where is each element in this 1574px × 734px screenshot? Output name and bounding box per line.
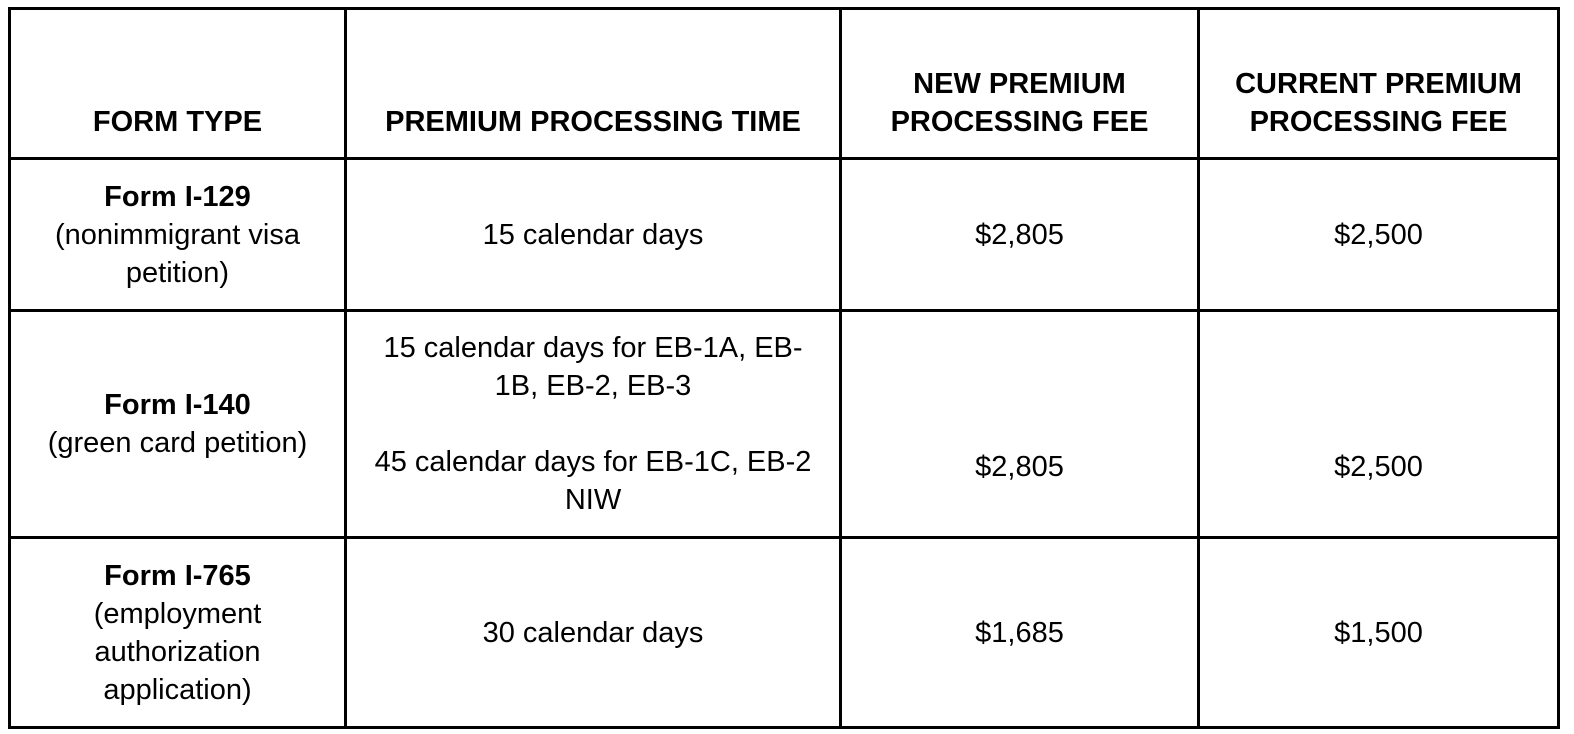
- new-fee-value: $2,805: [975, 218, 1064, 251]
- header-current-fee-label: CURRENT PREMIUM PROCESSING FEE: [1235, 68, 1522, 138]
- form-description: (nonimmigrant visa petition): [55, 218, 300, 289]
- table-row-i765-form: [11, 539, 347, 726]
- header-form-type-label: FORM TYPE: [92, 106, 263, 138]
- table-row-i765-new-fee: [842, 539, 1200, 726]
- form-name: Form I-765: [104, 559, 251, 592]
- header-processing-time-label: PREMIUM PROCESSING TIME: [385, 106, 801, 138]
- processing-time: 45 calendar days for EB-1C, EB-2 NIW: [374, 446, 812, 516]
- header-form-type: [11, 10, 347, 160]
- table-row-i140-new-fee: [842, 312, 1200, 539]
- table-row-i129-form: [11, 160, 347, 312]
- header-new-fee: [842, 10, 1200, 160]
- form-description: (green card petition): [47, 427, 308, 459]
- table-row-i140-time: [347, 312, 842, 539]
- current-fee-value: $2,500: [1334, 451, 1423, 483]
- table-row-i129-new-fee: [842, 160, 1200, 312]
- processing-time: 30 calendar days: [482, 616, 704, 649]
- table-row-i129-time: [347, 160, 842, 312]
- new-fee-value: $1,685: [975, 616, 1064, 649]
- form-name: Form I-129: [104, 180, 251, 213]
- header-current-fee: [1200, 10, 1557, 160]
- current-fee-value: $1,500: [1334, 616, 1423, 649]
- table-row-i140-current-fee: [1200, 312, 1557, 539]
- processing-time: 15 calendar days: [482, 218, 704, 251]
- current-fee-value: $2,500: [1334, 218, 1423, 251]
- form-description: (employment authorization application): [93, 597, 262, 706]
- table-row-i765-time: [347, 539, 842, 726]
- form-name: Form I-140: [104, 389, 251, 421]
- table-row-i129-current-fee: [1200, 160, 1557, 312]
- table-row-i765-current-fee: [1200, 539, 1557, 726]
- new-fee-value: $2,805: [975, 451, 1064, 483]
- table-row-i140-form: [11, 312, 347, 539]
- premium-processing-fee-table: [8, 7, 1560, 729]
- header-new-fee-label: NEW PREMIUM PROCESSING FEE: [890, 68, 1149, 138]
- header-processing-time: [347, 10, 842, 160]
- processing-time: 15 calendar days for EB-1A, EB-1B, EB-2, EB-3: [383, 332, 803, 402]
